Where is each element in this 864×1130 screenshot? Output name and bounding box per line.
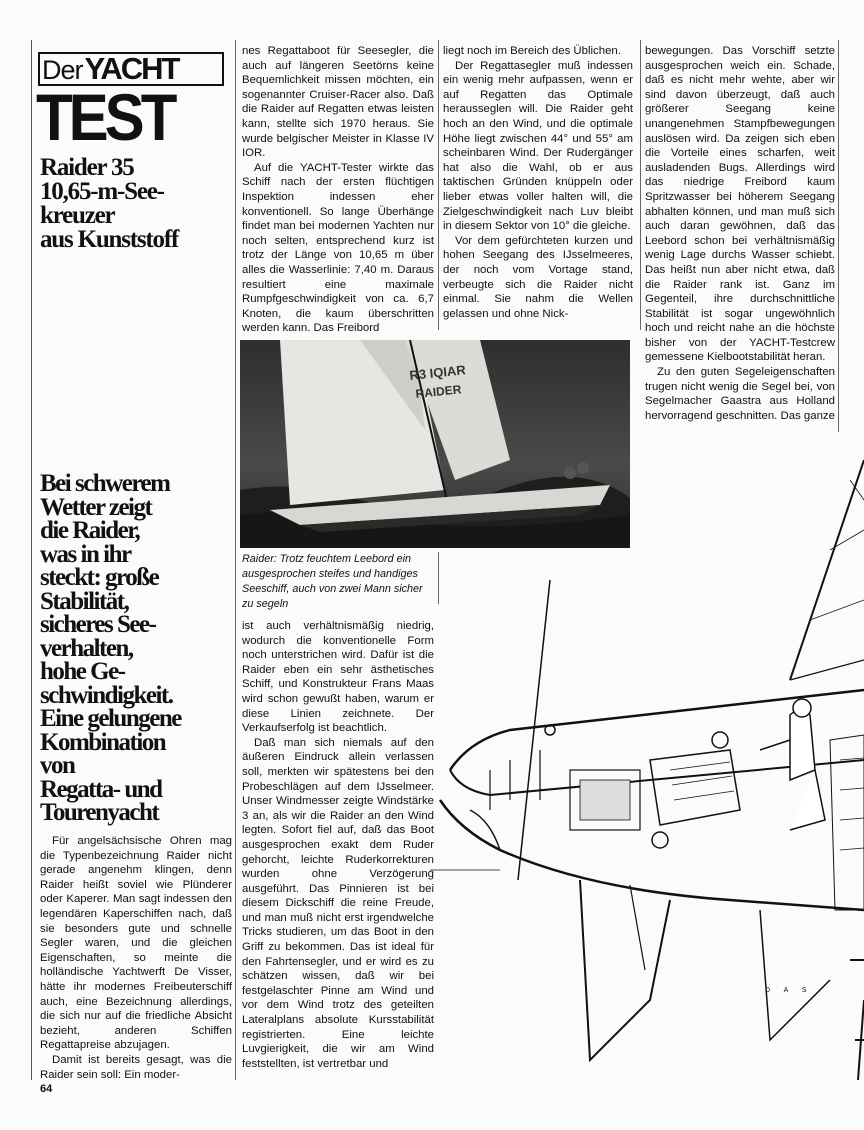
- logo-test: TEST: [36, 80, 174, 155]
- headline-summary: [40, 472, 250, 825]
- summary-line: Kombination: [40, 728, 166, 756]
- body-column-4: [645, 44, 835, 423]
- body-column-1: [40, 834, 232, 1082]
- headline-line: 10,65-m-See-: [40, 178, 164, 205]
- column-rule-3: [640, 40, 641, 330]
- sail-name: RAIDER: [414, 382, 463, 401]
- summary-line: hohe Ge-: [40, 658, 125, 685]
- summary-line: Tourenyacht: [40, 799, 159, 826]
- column-rule-left: [31, 40, 32, 1080]
- summary-line: von: [40, 752, 75, 779]
- drawing-signature: D A S: [765, 987, 813, 994]
- body-column-2-top: [242, 44, 434, 336]
- body-column-3: [443, 44, 633, 321]
- paragraph: Für angelsächsische Ohren mag die Typenbezeichnung Raider nicht gerade angenehm klingen, denn Raider heißt soviel wie Plünderer oder Kaperer. Man sagt indessen den legendären Kaperschiffen nach, daß sie besonders gute und schnelle Segler waren, und die gleichen Eigenschaften, so meinte die holländische Yachtwerft De Visser, hätte ihr modernes Freibeuterschiff auch, eine Bezeichnung allerdings, die sich nur auf die friedliche Absicht bezieht, anderen Schiffen Regattapreise abzujagen.: [40, 835, 232, 1052]
- summary-line: Regatta- und: [40, 775, 162, 803]
- paragraph: nes Regattaboot für Seesegler, die auch auf längeren Seetörns keine Bequemlichkeit missen möchten, ein sogenannter Cruiser-Racer also. Daß die Raider auf Regatten etwas leisten kann, stellte sich 1970 heraus. Sie wurde belgischer Meister in Klasse IV IOR.: [242, 45, 434, 160]
- sail-number: R3 IQIAR: [408, 362, 467, 383]
- summary-line: sicheres See-: [40, 611, 156, 638]
- paragraph: Vor dem gefürchteten kurzen und hohen Seegang des IJsselmeeres, der noch vom Vortage stand, verbeugte sich die Raider nicht einmal. Sie nahm die Wellen gelassen und ohne Nick-: [443, 234, 633, 320]
- column-rule-4: [838, 40, 839, 432]
- paragraph: liegt noch im Bereich des Üblichen.: [443, 45, 621, 57]
- column-rule-2: [438, 40, 439, 330]
- body-column-2-bottom: [242, 619, 434, 1071]
- paragraph: Daß man sich niemals auf den äußeren Eindruck allein verlassen soll, merkten wir spätestens bei den Probeschlägen auf dem IJsselmeer. Unser Windmesser zeigte Windstärke 3 an, als wir die Raider an den Wind legten. Sofort fiel auf, daß das Boot ausgesprochen exakt dem Ruder gehorcht, leichte Ruderkorrekturen wurden ohne Verzögerung ausgeführt. Das Pinnieren ist bei diesem Dickschiff die reine Freude, und man muß nicht erst irgendwelche Tricks studieren, um das Boot in den Griff zu bekommen. Das ist ideal für den Fahrtensegler, und er wird es zu schätzen wissen, daß wir bei festgelaschter Pinne am Wind und vor dem Wind trotz des geteilten Lateralplans absolute Kursstabilität registrierten. Eine leichte Luvgierigkeit, die wir am Wind feststellten, ist vertretbar und: [242, 736, 434, 1070]
- headline-line: kreuzer: [40, 202, 115, 229]
- photo-caption: Raider: Trotz feuchtem Leebord ein ausgesprochen steifes und handiges Seeschiff, auch von zwei Mann sicher zu segeln: [242, 553, 423, 610]
- headline-line: aus Kunststoff: [40, 226, 179, 253]
- summary-line: verhalten,: [40, 634, 133, 662]
- page-number: 64: [40, 1083, 53, 1095]
- yacht-cutaway-drawing: [430, 440, 864, 1080]
- summary-line: steckt: große: [40, 564, 159, 591]
- headline-model: [40, 156, 240, 252]
- paragraph: Zu den guten Segeleigenschaften trugen nicht wenig die Segel bei, von Segelmacher Gaastra aus Holland hervorragend geschnitten. Das ganze: [645, 366, 835, 422]
- summary-line: die Raider,: [40, 517, 140, 544]
- paragraph: bewegungen. Das Vorschiff setzte ausgesprochen weich ein. Schade, daß es nicht mehr wehte, aber wir sind davon überzeugt, daß auch größerer Seegang keine unangenehmen Stampfbewegungen auslösen wird. Da zeigen sich eben die Vorteile eines scharfen, weit ausladenden Bugs. Allerdings wird das niedrige Freibord kaum Spritzwasser bei höherem Seegang abhalten können, und man muß sich auch daran gewöhnen, daß das Leebord schon bei verhältnismäßig wenig Lage durchs Wasser schiebt. Das heißt nun aber nicht etwa, daß die Raider rank ist. Ganz im Gegenteil, ihre durchschnittliche Stabilität ist sogar ungewöhnlich hoch und reicht nahe an die höchste bisher von der YACHT-Testcrew gemessene Kielbootstabilität heran.: [645, 45, 835, 364]
- summary-line: schwindigkeit.: [40, 681, 173, 709]
- summary-line: Stabilität,: [40, 587, 129, 615]
- paragraph: Auf die YACHT-Tester wirkte das Schiff nach der ersten flüchtigen Inspektion indessen eher konventionell. So lange Überhänge findet man bei modernen Yachten nur noch selten, entsprechend kurz ist trotz der Länge von 10,65 m über alles die Wasserlinie: 7,40 m. Daraus resultiert eine maximale Rumpfgeschwindigkeit von ca. 6,7 Knoten, die kaum überschritten werden kann. Das Freibord: [242, 161, 434, 335]
- headline-line: Raider 35: [40, 154, 134, 181]
- summary-line: Eine gelungene: [40, 705, 181, 732]
- summary-line: Wetter zeigt: [40, 493, 152, 521]
- paragraph: Der Regattasegler muß indessen ein wenig mehr aufpassen, wenn er auf Regatten das Optimale herausseglen will. Die Raider geht hoch an den Wind, und die optimale Höhe liegt zwischen 44° und 55° am scheinbaren Wind. Der Rudergänger hat also die Wahl, ob er aus taktischen Gründen knüppeln oder lieber etwas voller halten will, die Zielgeschwindigkeit nach Luv bleibt in diesem Sektor von 10° die gleiche.: [443, 59, 633, 233]
- logo-yacht: YACHT: [84, 51, 179, 86]
- logo-der: Der: [42, 55, 83, 85]
- paragraph: Damit ist bereits gesagt, was die Raider sein soll: Ein moder-: [40, 1053, 232, 1081]
- summary-line: Bei schwerem: [40, 470, 170, 497]
- paragraph: ist auch verhältnismäßig niedrig, wodurch die konventionelle Form noch unterstrichen wird. Dafür ist die Raider eben ein sehr ästhetisches Schiff, und Konstrukteur Frans Maas wird schon gewußt haben, warum er diese Linien zeichnete. Der Verkaufserfolg ist beachtlich.: [242, 620, 434, 735]
- summary-line: was in ihr: [40, 540, 131, 568]
- yacht-test-logo: [34, 44, 224, 155]
